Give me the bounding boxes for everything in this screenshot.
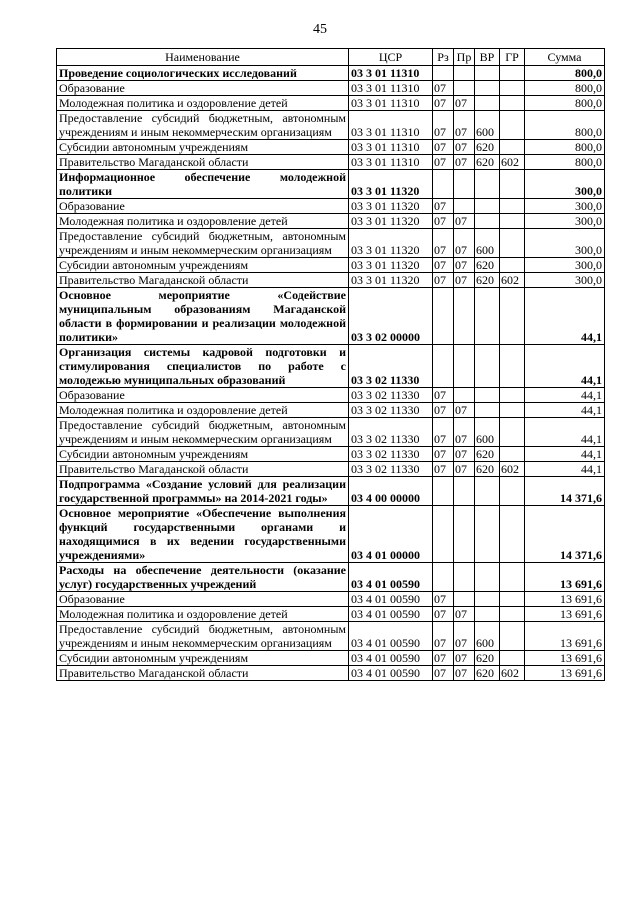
cell-gr xyxy=(500,66,525,81)
cell-csr: 03 4 00 00000 xyxy=(349,477,433,506)
cell-gr xyxy=(500,288,525,345)
cell-csr: 03 3 01 11320 xyxy=(349,170,433,199)
cell-vr: 600 xyxy=(475,111,500,140)
cell-csr: 03 3 01 11310 xyxy=(349,140,433,155)
cell-name: Предоставление субсидий бюджетным, автономным учреждениям и иным некоммерческим организациям xyxy=(57,418,349,447)
cell-csr: 03 3 01 11310 xyxy=(349,81,433,96)
cell-pr xyxy=(454,199,475,214)
cell-csr: 03 3 02 11330 xyxy=(349,447,433,462)
cell-vr: 620 xyxy=(475,140,500,155)
cell-sum: 13 691,6 xyxy=(525,651,605,666)
cell-csr: 03 4 01 00590 xyxy=(349,651,433,666)
cell-vr xyxy=(475,563,500,592)
table-row xyxy=(57,388,605,403)
cell-vr: 620 xyxy=(475,462,500,477)
cell-name: Основное мероприятие «Обеспечение выполнения функций государственными органами и находящимися в их ведении государственными учреждениями» xyxy=(57,506,349,563)
cell-vr xyxy=(475,288,500,345)
table-row xyxy=(57,506,605,563)
cell-name: Расходы на обеспечение деятельности (оказание услуг) государственных учреждений xyxy=(57,563,349,592)
cell-pr xyxy=(454,288,475,345)
cell-vr: 620 xyxy=(475,273,500,288)
cell-name: Предоставление субсидий бюджетным, автономным учреждениям и иным некоммерческим организациям xyxy=(57,229,349,258)
cell-rz: 07 xyxy=(433,111,454,140)
table-row xyxy=(57,170,605,199)
cell-rz: 07 xyxy=(433,388,454,403)
cell-vr xyxy=(475,170,500,199)
cell-rz: 07 xyxy=(433,607,454,622)
cell-name: Образование xyxy=(57,199,349,214)
cell-sum: 14 371,6 xyxy=(525,506,605,563)
table-row xyxy=(57,229,605,258)
cell-vr xyxy=(475,96,500,111)
cell-sum: 300,0 xyxy=(525,214,605,229)
table-row xyxy=(57,651,605,666)
cell-vr xyxy=(475,607,500,622)
cell-pr: 07 xyxy=(454,447,475,462)
cell-name: Субсидии автономным учреждениям xyxy=(57,447,349,462)
cell-gr xyxy=(500,447,525,462)
cell-rz: 07 xyxy=(433,96,454,111)
cell-gr xyxy=(500,140,525,155)
cell-csr: 03 3 01 11320 xyxy=(349,273,433,288)
table-row xyxy=(57,155,605,170)
cell-sum: 44,1 xyxy=(525,447,605,462)
cell-rz xyxy=(433,563,454,592)
table-row xyxy=(57,447,605,462)
cell-name: Правительство Магаданской области xyxy=(57,273,349,288)
cell-vr: 620 xyxy=(475,447,500,462)
cell-pr: 07 xyxy=(454,258,475,273)
cell-rz: 07 xyxy=(433,592,454,607)
cell-rz: 07 xyxy=(433,199,454,214)
cell-sum: 800,0 xyxy=(525,66,605,81)
table-row xyxy=(57,214,605,229)
cell-vr: 620 xyxy=(475,155,500,170)
cell-sum: 300,0 xyxy=(525,273,605,288)
cell-pr: 07 xyxy=(454,96,475,111)
cell-rz: 07 xyxy=(433,81,454,96)
cell-pr xyxy=(454,563,475,592)
cell-pr xyxy=(454,592,475,607)
cell-rz xyxy=(433,66,454,81)
cell-vr xyxy=(475,388,500,403)
table-row xyxy=(57,96,605,111)
cell-name: Молодежная политика и оздоровление детей xyxy=(57,403,349,418)
cell-csr: 03 4 01 00590 xyxy=(349,563,433,592)
table-row xyxy=(57,111,605,140)
cell-rz: 07 xyxy=(433,273,454,288)
cell-name: Подпрограмма «Создание условий для реализации государственной программы» на 2014-2021 годы» xyxy=(57,477,349,506)
cell-rz: 07 xyxy=(433,622,454,651)
cell-name: Предоставление субсидий бюджетным, автономным учреждениям и иным некоммерческим организациям xyxy=(57,111,349,140)
cell-name: Субсидии автономным учреждениям xyxy=(57,651,349,666)
cell-sum: 800,0 xyxy=(525,96,605,111)
cell-sum: 44,1 xyxy=(525,403,605,418)
cell-name: Молодежная политика и оздоровление детей xyxy=(57,96,349,111)
cell-name: Предоставление субсидий бюджетным, автономным учреждениям и иным некоммерческим организациям xyxy=(57,622,349,651)
cell-rz: 07 xyxy=(433,258,454,273)
cell-gr xyxy=(500,258,525,273)
table-row xyxy=(57,418,605,447)
page-number: 45 xyxy=(313,22,327,37)
header-gr: ГР xyxy=(500,49,525,66)
cell-rz xyxy=(433,345,454,388)
cell-pr: 07 xyxy=(454,403,475,418)
cell-pr: 07 xyxy=(454,214,475,229)
cell-sum: 44,1 xyxy=(525,345,605,388)
cell-rz: 07 xyxy=(433,666,454,681)
header-pr: Пр xyxy=(454,49,475,66)
cell-name: Правительство Магаданской области xyxy=(57,155,349,170)
cell-sum: 13 691,6 xyxy=(525,563,605,592)
cell-rz: 07 xyxy=(433,462,454,477)
cell-pr xyxy=(454,477,475,506)
cell-rz: 07 xyxy=(433,403,454,418)
cell-name: Информационное обеспечение молодежной политики xyxy=(57,170,349,199)
cell-gr xyxy=(500,592,525,607)
cell-pr xyxy=(454,170,475,199)
cell-gr: 602 xyxy=(500,666,525,681)
table-row xyxy=(57,622,605,651)
table-header-row xyxy=(57,49,605,66)
cell-rz: 07 xyxy=(433,214,454,229)
cell-pr xyxy=(454,345,475,388)
cell-rz xyxy=(433,477,454,506)
cell-rz: 07 xyxy=(433,155,454,170)
cell-sum: 14 371,6 xyxy=(525,477,605,506)
table-row xyxy=(57,288,605,345)
cell-pr: 07 xyxy=(454,651,475,666)
cell-sum: 800,0 xyxy=(525,111,605,140)
cell-vr: 620 xyxy=(475,258,500,273)
table-row xyxy=(57,81,605,96)
cell-sum: 300,0 xyxy=(525,229,605,258)
cell-csr: 03 3 02 11330 xyxy=(349,388,433,403)
cell-gr xyxy=(500,170,525,199)
cell-sum: 800,0 xyxy=(525,81,605,96)
cell-vr: 600 xyxy=(475,418,500,447)
cell-sum: 44,1 xyxy=(525,462,605,477)
cell-sum: 300,0 xyxy=(525,170,605,199)
cell-vr: 600 xyxy=(475,229,500,258)
cell-name: Субсидии автономным учреждениям xyxy=(57,258,349,273)
cell-pr: 07 xyxy=(454,666,475,681)
header-vr: ВР xyxy=(475,49,500,66)
table-row xyxy=(57,258,605,273)
cell-pr xyxy=(454,388,475,403)
cell-rz: 07 xyxy=(433,418,454,447)
cell-sum: 800,0 xyxy=(525,140,605,155)
cell-rz xyxy=(433,170,454,199)
cell-sum: 300,0 xyxy=(525,199,605,214)
cell-csr: 03 3 02 11330 xyxy=(349,345,433,388)
cell-pr: 07 xyxy=(454,622,475,651)
cell-name: Основное мероприятие «Содействие муниципальным образованиям Магаданской области в формировании и реализации молодежной политики» xyxy=(57,288,349,345)
cell-pr: 07 xyxy=(454,273,475,288)
cell-name: Образование xyxy=(57,81,349,96)
cell-gr xyxy=(500,506,525,563)
cell-gr xyxy=(500,199,525,214)
cell-gr: 602 xyxy=(500,155,525,170)
cell-rz: 07 xyxy=(433,651,454,666)
cell-vr: 620 xyxy=(475,651,500,666)
cell-pr: 07 xyxy=(454,462,475,477)
cell-sum: 44,1 xyxy=(525,388,605,403)
cell-gr xyxy=(500,345,525,388)
cell-vr: 600 xyxy=(475,622,500,651)
cell-csr: 03 3 01 11310 xyxy=(349,96,433,111)
cell-sum: 13 691,6 xyxy=(525,607,605,622)
cell-sum: 13 691,6 xyxy=(525,666,605,681)
table-row xyxy=(57,273,605,288)
budget-table xyxy=(56,48,605,681)
table-row xyxy=(57,592,605,607)
cell-name: Правительство Магаданской области xyxy=(57,462,349,477)
cell-vr xyxy=(475,214,500,229)
cell-rz: 07 xyxy=(433,447,454,462)
cell-csr: 03 3 02 11330 xyxy=(349,403,433,418)
cell-rz: 07 xyxy=(433,229,454,258)
cell-gr xyxy=(500,622,525,651)
cell-sum: 300,0 xyxy=(525,258,605,273)
cell-csr: 03 3 01 11310 xyxy=(349,155,433,170)
table-row xyxy=(57,462,605,477)
cell-csr: 03 4 01 00590 xyxy=(349,607,433,622)
cell-pr: 07 xyxy=(454,229,475,258)
cell-rz xyxy=(433,506,454,563)
cell-gr: 602 xyxy=(500,462,525,477)
cell-csr: 03 3 01 11320 xyxy=(349,214,433,229)
cell-gr xyxy=(500,229,525,258)
header-sum: Сумма xyxy=(525,49,605,66)
cell-sum: 800,0 xyxy=(525,155,605,170)
cell-csr: 03 3 02 00000 xyxy=(349,288,433,345)
cell-name: Молодежная политика и оздоровление детей xyxy=(57,607,349,622)
table-row xyxy=(57,199,605,214)
cell-sum: 44,1 xyxy=(525,288,605,345)
table-row xyxy=(57,477,605,506)
cell-csr: 03 3 01 11320 xyxy=(349,229,433,258)
table-row xyxy=(57,66,605,81)
cell-gr xyxy=(500,477,525,506)
cell-vr xyxy=(475,592,500,607)
cell-gr xyxy=(500,651,525,666)
cell-pr xyxy=(454,506,475,563)
cell-pr: 07 xyxy=(454,155,475,170)
cell-csr: 03 4 01 00000 xyxy=(349,506,433,563)
cell-name: Проведение социологических исследований xyxy=(57,66,349,81)
cell-rz xyxy=(433,288,454,345)
cell-csr: 03 3 01 11320 xyxy=(349,258,433,273)
cell-vr: 620 xyxy=(475,666,500,681)
cell-sum: 13 691,6 xyxy=(525,622,605,651)
cell-gr xyxy=(500,388,525,403)
cell-sum: 44,1 xyxy=(525,418,605,447)
cell-vr xyxy=(475,403,500,418)
cell-csr: 03 3 01 11320 xyxy=(349,199,433,214)
cell-rz: 07 xyxy=(433,140,454,155)
cell-csr: 03 3 02 11330 xyxy=(349,462,433,477)
cell-name: Молодежная политика и оздоровление детей xyxy=(57,214,349,229)
cell-gr xyxy=(500,81,525,96)
cell-csr: 03 4 01 00590 xyxy=(349,592,433,607)
cell-name: Организация системы кадровой подготовки и стимулирования специалистов по работе с молодежью муниципальных образований xyxy=(57,345,349,388)
table-row xyxy=(57,607,605,622)
cell-gr xyxy=(500,607,525,622)
cell-vr xyxy=(475,81,500,96)
table-row xyxy=(57,403,605,418)
cell-pr xyxy=(454,81,475,96)
cell-sum: 13 691,6 xyxy=(525,592,605,607)
cell-gr xyxy=(500,403,525,418)
cell-vr xyxy=(475,66,500,81)
cell-gr xyxy=(500,418,525,447)
cell-pr xyxy=(454,66,475,81)
header-rz: Рз xyxy=(433,49,454,66)
cell-gr xyxy=(500,96,525,111)
table-row xyxy=(57,563,605,592)
cell-gr: 602 xyxy=(500,273,525,288)
cell-vr xyxy=(475,506,500,563)
cell-name: Правительство Магаданской области xyxy=(57,666,349,681)
cell-pr: 07 xyxy=(454,140,475,155)
cell-csr: 03 4 01 00590 xyxy=(349,666,433,681)
cell-pr: 07 xyxy=(454,111,475,140)
cell-pr: 07 xyxy=(454,607,475,622)
cell-name: Образование xyxy=(57,388,349,403)
header-csr: ЦСР xyxy=(349,49,433,66)
cell-vr xyxy=(475,477,500,506)
cell-csr: 03 3 02 11330 xyxy=(349,418,433,447)
cell-name: Субсидии автономным учреждениям xyxy=(57,140,349,155)
cell-vr xyxy=(475,345,500,388)
table-row xyxy=(57,666,605,681)
cell-pr: 07 xyxy=(454,418,475,447)
cell-gr xyxy=(500,563,525,592)
cell-csr: 03 4 01 00590 xyxy=(349,622,433,651)
cell-name: Образование xyxy=(57,592,349,607)
cell-gr xyxy=(500,111,525,140)
cell-gr xyxy=(500,214,525,229)
table-row xyxy=(57,140,605,155)
table-row xyxy=(57,345,605,388)
cell-vr xyxy=(475,199,500,214)
header-name: Наименование xyxy=(57,49,349,66)
cell-csr: 03 3 01 11310 xyxy=(349,111,433,140)
cell-csr: 03 3 01 11310 xyxy=(349,66,433,81)
